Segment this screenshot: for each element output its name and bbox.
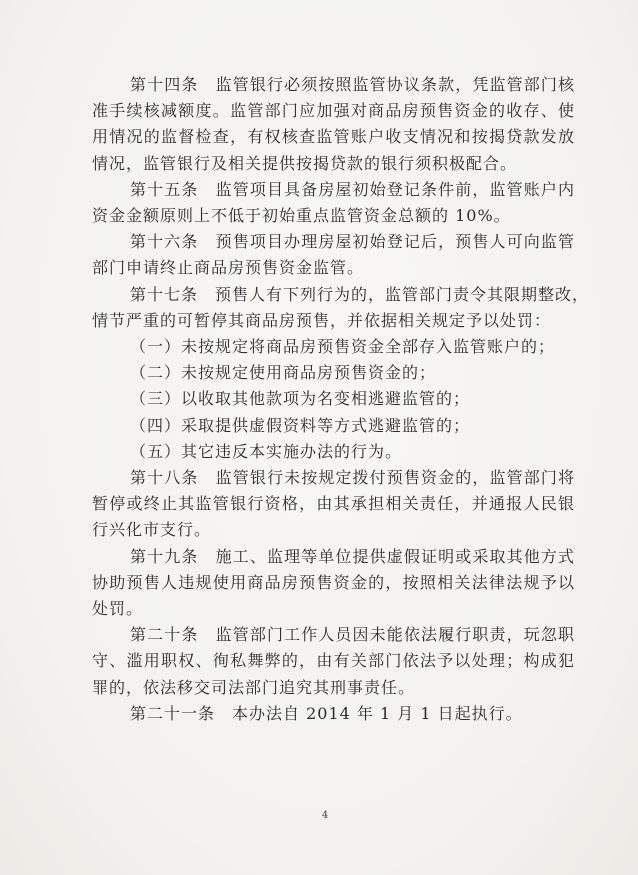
text-line: 部门申请终止商品房预售资金监管。 — [92, 258, 365, 278]
article-18 — [92, 465, 575, 544]
text-line: 第十八条 监管银行未按规定拨付预售资金的，监管部门将 — [130, 468, 575, 488]
page-number: 4 — [321, 810, 329, 821]
text-line: （三）以收取其他款项为名变相逃避监管的； — [130, 389, 471, 409]
text-line: （二）未按规定使用商品房预售资金的； — [130, 363, 437, 383]
text-line: 暂停或终止其监管银行资格，由其承担相关责任，并通报人民银 — [92, 494, 575, 514]
text-line: 第十九条 施工、监理等单位提供虚假证明或采取其他方式 — [130, 546, 575, 566]
list-item-4 — [92, 413, 575, 439]
text-line: （五）其它违反本实施办法的行为。 — [130, 441, 403, 461]
article-15 — [92, 177, 575, 229]
article-20 — [92, 622, 575, 701]
text-line: 守、滥用职权、徇私舞弊的，由有关部门依法予以处理；构成犯 — [92, 651, 575, 671]
text-line: 情节严重的可暂停其商品房预售，并依据相关规定予以处罚： — [92, 310, 552, 330]
article-21 — [92, 701, 575, 727]
text-line: 用情况的监督检查，有权核查监管账户收支情况和按揭贷款发放 — [92, 127, 575, 147]
text-line: 协助预售人违规使用商品房预售资金的，按照相关法律法规予以 — [92, 572, 575, 592]
text-line: 处罚。 — [92, 599, 144, 619]
text-line: 情况，监管银行及相关提供按揭贷款的银行须积极配合。 — [92, 153, 518, 173]
text-line: 资金金额原则上不低于初始重点监管资金总额的 10%。 — [92, 206, 511, 226]
text-line: 准手续核减额度。监管部门应加强对商品房预售资金的收存、使 — [92, 101, 575, 121]
list-item-3 — [92, 386, 575, 412]
text-line: 第十四条 监管银行必须按照监管协议条款，凭监管部门核 — [130, 75, 575, 94]
list-item-5 — [92, 439, 575, 465]
article-19 — [92, 544, 575, 623]
text-line: 罪的，依法移交司法部门追究其刑事责任。 — [92, 677, 416, 697]
text-line: 第二十一条 本办法自 2014 年 1 月 1 日起执行。 — [130, 703, 523, 723]
list-item-1 — [92, 334, 575, 360]
text-line: 第十六条 预售项目办理房屋初始登记后，预售人可向监管 — [130, 232, 575, 252]
text-line: 第十七条 预售人有下列行为的，监管部门责令其限期整改， — [130, 284, 590, 304]
article-17 — [92, 282, 590, 334]
text-line: 第十五条 监管项目具备房屋初始登记条件前，监管账户内 — [130, 179, 575, 199]
text-line: 第二十条 监管部门工作人员因未能依法履行职责，玩忽职 — [130, 625, 575, 645]
article-14 — [92, 72, 575, 177]
text-line: （一）未按规定将商品房预售资金全部存入监管账户的； — [130, 337, 556, 357]
document-body — [92, 72, 590, 727]
list-item-2 — [92, 360, 575, 386]
article-16 — [92, 229, 575, 281]
text-line: 行兴化市支行。 — [92, 520, 212, 540]
text-line: （四）采取提供虚假资料等方式逃避监管的； — [130, 415, 471, 435]
